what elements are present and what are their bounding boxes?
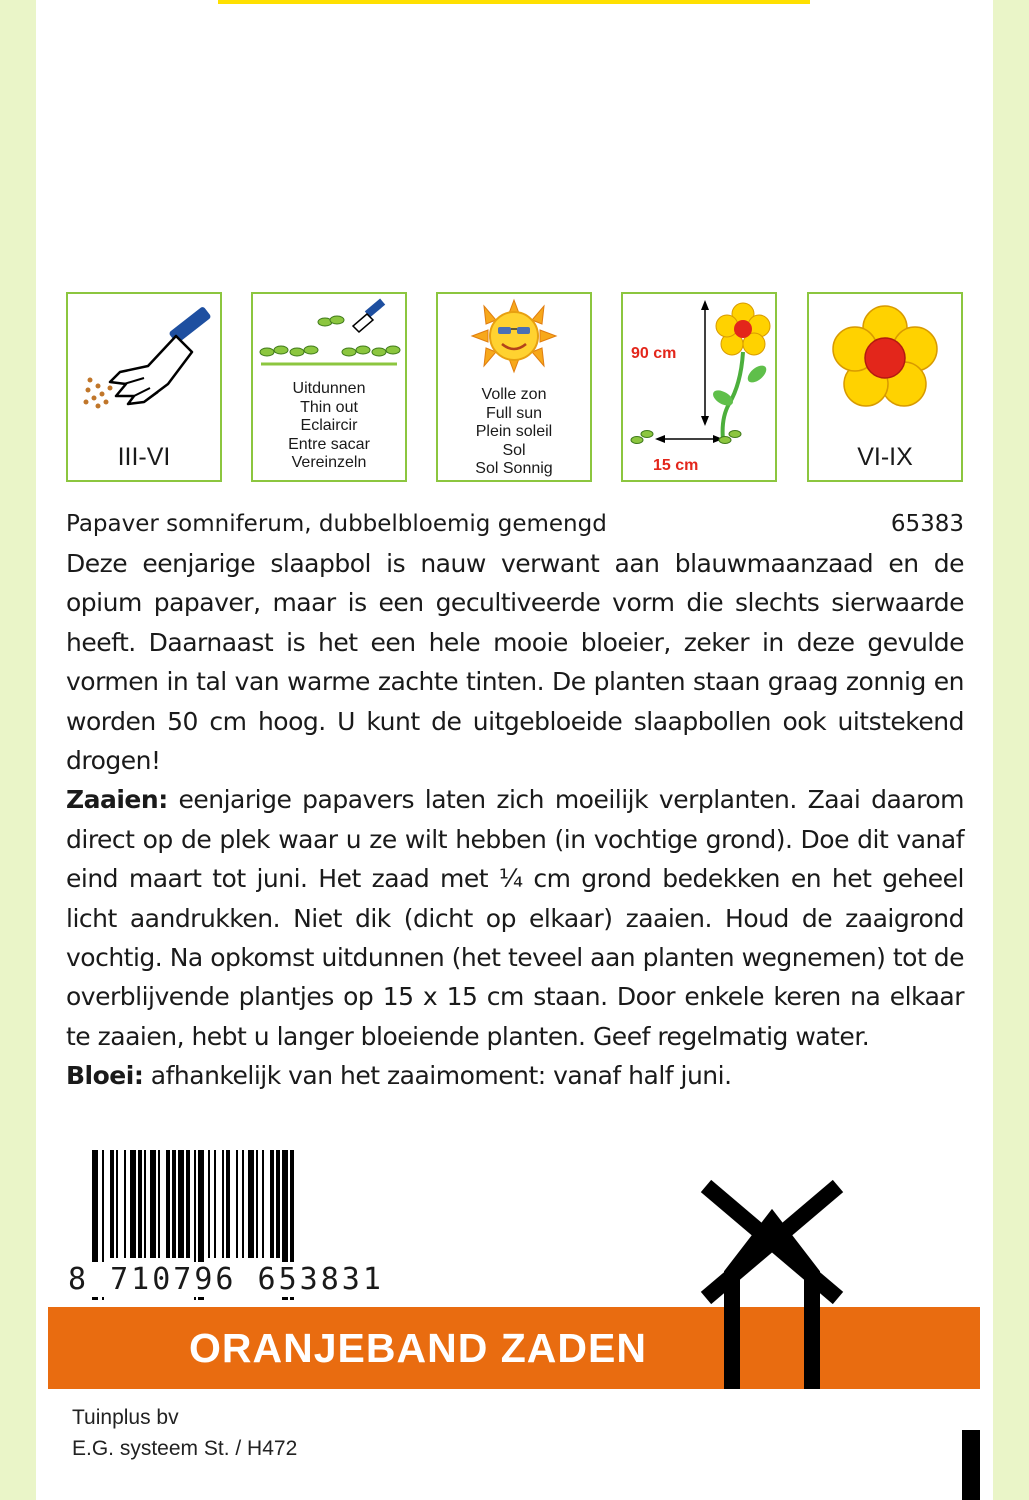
- barcode-bar: [222, 1150, 224, 1258]
- barcode-bar: [214, 1150, 216, 1258]
- thin-out-de: Vereinzeln: [291, 454, 367, 471]
- brand-name: ORANJEBAND ZADEN: [189, 1325, 647, 1371]
- barcode-bar: [270, 1150, 274, 1258]
- title-row: [66, 506, 964, 542]
- barcode-bar: [226, 1150, 230, 1258]
- product-description: Deze eenjarige slaapbol is nauw verwant aan blauwmaanzaad en de opium papaver, maar is een gecultiveerde vorm die slechts sierwaarde heeft. Daarnaast is het een hele mooie bloeier, zeker in deze gevulde vormen in tal van warme zachte tinten. De planten staan graag zonnig en worden 50 cm hoog. U kunt de uitgebloeide slaapbollen ook uitstekend drogen!: [66, 549, 964, 776]
- product-code: 65383: [890, 511, 964, 537]
- sun-labels: [438, 386, 590, 479]
- sowing-instructions: [66, 780, 964, 1056]
- barcode-bar: [116, 1150, 118, 1258]
- plant-size-panel: [621, 292, 777, 482]
- barcode-bar: [256, 1150, 258, 1258]
- barcode-bar: [236, 1150, 238, 1258]
- sun-icon: [438, 294, 590, 380]
- product-text: [66, 506, 964, 1096]
- certification: E.G. systeem St. / H472: [72, 1437, 298, 1460]
- bloom-period-panel: [807, 292, 963, 482]
- right-margin-strip: [993, 0, 1029, 1500]
- barcode-bar: [158, 1150, 160, 1258]
- barcode-bar: [186, 1150, 190, 1258]
- sun-en: Full sun: [485, 404, 543, 422]
- barcode-bar: [208, 1150, 210, 1258]
- sun-fr: Plein soleil: [475, 423, 553, 440]
- sowing-text: eenjarige papavers laten zich moeilijk verplanten. Zaai daarom direct op de plek waar u ze wilt hebben (in vochtige grond). Doe dit vanaf eind maart tot juni. Het zaad met ¼ cm grond bedekken en het geheel licht aandrukken. Niet dik (dicht op elkaar) zaaien. Houd de zaaigrond vochtig. Na opkomst uitdunnen (het teveel aan planten wegnemen) tot de overblijvende plantjes op 15 x 15 cm staan. Door enkele keren na elkaar te zaaien, hebt u langer bloeiende planten. Geef regelmatig water.: [66, 785, 964, 1051]
- barcode-bar: [178, 1150, 184, 1258]
- bloom-period-label: VI-IX: [857, 443, 913, 471]
- product-title: Papaver somniferum, dubbelbloemig gemengd: [66, 511, 607, 537]
- barcode-bar: [262, 1150, 264, 1258]
- company-name: Tuinplus bv: [72, 1406, 179, 1429]
- plant-height-label: 90 cm: [631, 345, 677, 362]
- sowing-hand-icon: [68, 294, 220, 424]
- thin-out-panel: [251, 292, 407, 482]
- top-yellow-strip: [218, 0, 810, 4]
- thin-out-nl: Uitdunnen: [292, 380, 366, 397]
- sowing-period-label: III-VI: [117, 443, 171, 471]
- barcode-bar: [138, 1150, 142, 1258]
- barcode-bar: [276, 1150, 280, 1258]
- thin-out-labels: [253, 380, 405, 473]
- bloom-heading: Bloei:: [66, 1061, 144, 1091]
- plant-spacing-label: 15 cm: [653, 457, 699, 474]
- print-mark: [962, 1430, 980, 1500]
- left-margin-strip: [0, 0, 36, 1500]
- barcode-bar: [166, 1150, 170, 1258]
- thin-out-seedlings-icon: [253, 294, 405, 374]
- thin-out-es: Entre sacar: [288, 435, 370, 453]
- plant-size-icon: [623, 294, 775, 480]
- windmill-logo-icon: [698, 1178, 846, 1389]
- thin-out-fr: Eclaircir: [300, 417, 358, 434]
- barcode-bar: [150, 1150, 156, 1258]
- bloom-info: [66, 1056, 964, 1095]
- barcode-bar: [242, 1150, 244, 1258]
- sun-de: Sol Sonnig: [475, 460, 553, 477]
- barcode-bar: [130, 1150, 136, 1258]
- footer: [72, 1402, 297, 1464]
- sowing-period-panel: [66, 292, 222, 482]
- barcode-bar: [248, 1150, 254, 1258]
- barcode-bar: [124, 1150, 126, 1258]
- sun-panel: [436, 292, 592, 482]
- sun-es: Sol: [502, 441, 526, 459]
- barcode-bar: [110, 1150, 114, 1258]
- thin-out-en: Thin out: [300, 398, 358, 416]
- barcode-bar: [172, 1150, 176, 1258]
- barcode-number: 8 710796 653831: [68, 1262, 384, 1297]
- sowing-heading: Zaaien:: [66, 785, 168, 815]
- bloom-text: afhankelijk van het zaaimoment: vanaf half juni.: [150, 1061, 732, 1091]
- flower-icon: [809, 294, 961, 424]
- sun-nl: Volle zon: [481, 386, 547, 403]
- barcode-bar: [144, 1150, 146, 1258]
